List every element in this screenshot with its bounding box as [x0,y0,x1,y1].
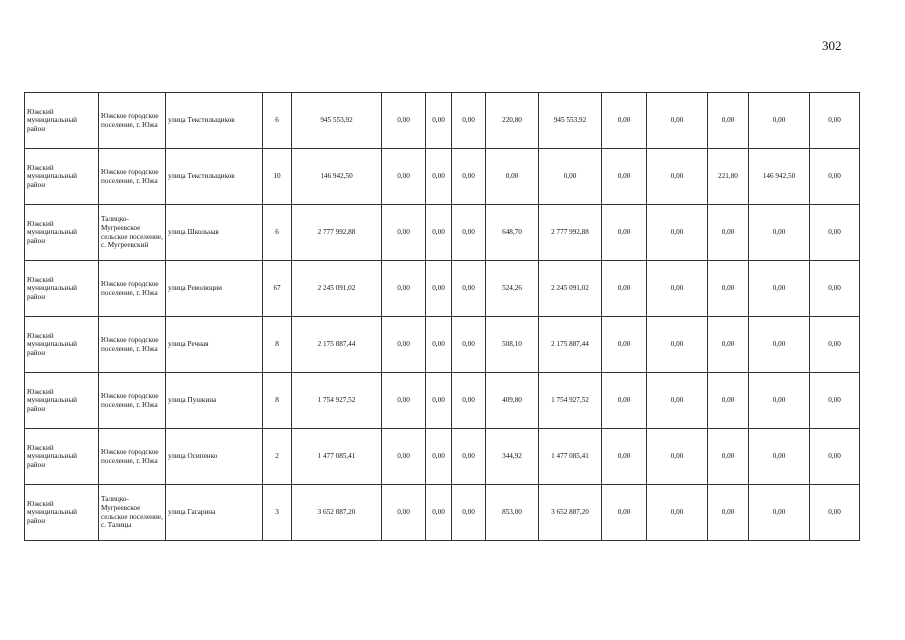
street-cell: улица Школьная [166,205,263,261]
value-cell: 0,00 [602,93,647,149]
table-row [25,485,860,541]
data-table [24,92,860,541]
house-number-cell: 10 [263,149,292,205]
table-row [25,149,860,205]
table-body [25,93,860,541]
house-number-cell: 3 [263,485,292,541]
cost-cell: 0,00 [539,149,602,205]
value-cell: 0,00 [426,373,452,429]
value-cell: 0,00 [382,205,426,261]
settlement-cell: Южское городское поселение, г. Южа [99,149,166,205]
value-cell: 0,00 [452,485,486,541]
cost-cell: 1 754 927,52 [539,373,602,429]
area-cell: 221,80 [708,149,749,205]
district-cell: Южский муниципальный район [25,205,99,261]
settlement-cell: Южское городское поселение, г. Южа [99,317,166,373]
value-cell: 0,00 [810,485,860,541]
value-cell: 0,00 [426,485,452,541]
value-cell: 0,00 [382,261,426,317]
cost-cell: 0,00 [749,261,810,317]
total-cost-cell: 1 477 085,41 [292,429,382,485]
area-cell: 648,70 [486,205,539,261]
value-cell: 0,00 [452,261,486,317]
value-cell: 0,00 [647,429,708,485]
district-cell: Южский муниципальный район [25,261,99,317]
total-cost-cell: 2 175 887,44 [292,317,382,373]
value-cell: 0,00 [452,429,486,485]
total-cost-cell: 3 652 887,20 [292,485,382,541]
value-cell: 0,00 [602,317,647,373]
value-cell: 0,00 [426,261,452,317]
settlement-cell: Талицко-Мугреевское сельское поселение, с. Талицы [99,485,166,541]
street-cell: улица Текстильщиков [166,149,263,205]
district-cell: Южский муниципальный район [25,373,99,429]
cost-cell: 0,00 [749,93,810,149]
value-cell: 0,00 [452,149,486,205]
value-cell: 0,00 [382,373,426,429]
settlement-cell: Южское городское поселение, г. Южа [99,373,166,429]
area-cell: 220,80 [486,93,539,149]
table-row [25,373,860,429]
value-cell: 0,00 [426,149,452,205]
value-cell: 0,00 [810,149,860,205]
street-cell: улица Революции [166,261,263,317]
table-row [25,205,860,261]
district-cell: Южский муниципальный район [25,317,99,373]
cost-cell: 2 245 091,02 [539,261,602,317]
cost-cell: 2 175 887,44 [539,317,602,373]
value-cell: 0,00 [426,93,452,149]
area-cell: 0,00 [708,429,749,485]
value-cell: 0,00 [647,317,708,373]
value-cell: 0,00 [810,373,860,429]
settlement-cell: Южское городское поселение, г. Южа [99,261,166,317]
value-cell: 0,00 [647,261,708,317]
area-cell: 344,92 [486,429,539,485]
value-cell: 0,00 [382,149,426,205]
value-cell: 0,00 [452,373,486,429]
district-cell: Южский муниципальный район [25,149,99,205]
cost-cell: 0,00 [749,429,810,485]
total-cost-cell: 146 942,50 [292,149,382,205]
page-number: 302 [822,38,842,53]
district-cell: Южский муниципальный район [25,93,99,149]
area-cell: 0,00 [708,485,749,541]
area-cell: 524,26 [486,261,539,317]
street-cell: улица Речная [166,317,263,373]
cost-cell: 0,00 [749,205,810,261]
cost-cell: 2 777 992,88 [539,205,602,261]
value-cell: 0,00 [810,93,860,149]
table-row [25,429,860,485]
settlement-cell: Талицко-Мугреевское сельское поселение, с. Мугреевский [99,205,166,261]
settlement-cell: Южское городское поселение, г. Южа [99,93,166,149]
area-cell: 0,00 [708,317,749,373]
value-cell: 0,00 [426,205,452,261]
value-cell: 0,00 [810,317,860,373]
value-cell: 0,00 [452,205,486,261]
value-cell: 0,00 [602,373,647,429]
value-cell: 0,00 [647,485,708,541]
value-cell: 0,00 [810,205,860,261]
value-cell: 0,00 [647,205,708,261]
total-cost-cell: 2 245 091,02 [292,261,382,317]
district-cell: Южский муниципальный район [25,485,99,541]
value-cell: 0,00 [426,429,452,485]
total-cost-cell: 1 754 927,52 [292,373,382,429]
area-cell: 853,00 [486,485,539,541]
area-cell: 0,00 [708,93,749,149]
value-cell: 0,00 [602,205,647,261]
house-number-cell: 67 [263,261,292,317]
total-cost-cell: 2 777 992,88 [292,205,382,261]
street-cell: улица Осипенко [166,429,263,485]
cost-cell: 146 942,50 [749,149,810,205]
value-cell: 0,00 [602,485,647,541]
street-cell: улица Гагарина [166,485,263,541]
area-cell: 0,00 [486,149,539,205]
settlement-cell: Южское городское поселение, г. Южа [99,429,166,485]
area-cell: 0,00 [708,205,749,261]
area-cell: 0,00 [708,373,749,429]
cost-cell: 3 652 887,20 [539,485,602,541]
value-cell: 0,00 [426,317,452,373]
value-cell: 0,00 [382,93,426,149]
total-cost-cell: 945 553,92 [292,93,382,149]
cost-cell: 0,00 [749,317,810,373]
value-cell: 0,00 [647,93,708,149]
cost-cell: 1 477 085,41 [539,429,602,485]
value-cell: 0,00 [647,149,708,205]
area-cell: 508,10 [486,317,539,373]
district-cell: Южский муниципальный район [25,429,99,485]
value-cell: 0,00 [382,485,426,541]
value-cell: 0,00 [382,429,426,485]
value-cell: 0,00 [602,149,647,205]
cost-cell: 0,00 [749,373,810,429]
table-row [25,261,860,317]
value-cell: 0,00 [602,429,647,485]
value-cell: 0,00 [810,429,860,485]
value-cell: 0,00 [647,373,708,429]
cost-cell: 945 553,92 [539,93,602,149]
area-cell: 409,80 [486,373,539,429]
value-cell: 0,00 [382,317,426,373]
value-cell: 0,00 [452,93,486,149]
value-cell: 0,00 [452,317,486,373]
house-number-cell: 2 [263,429,292,485]
house-number-cell: 6 [263,205,292,261]
house-number-cell: 8 [263,373,292,429]
cost-cell: 0,00 [749,485,810,541]
house-number-cell: 6 [263,93,292,149]
street-cell: улица Текстильщиков [166,93,263,149]
value-cell: 0,00 [602,261,647,317]
value-cell: 0,00 [810,261,860,317]
table-row [25,93,860,149]
table-row [25,317,860,373]
area-cell: 0,00 [708,261,749,317]
street-cell: улица Пушкина [166,373,263,429]
house-number-cell: 8 [263,317,292,373]
